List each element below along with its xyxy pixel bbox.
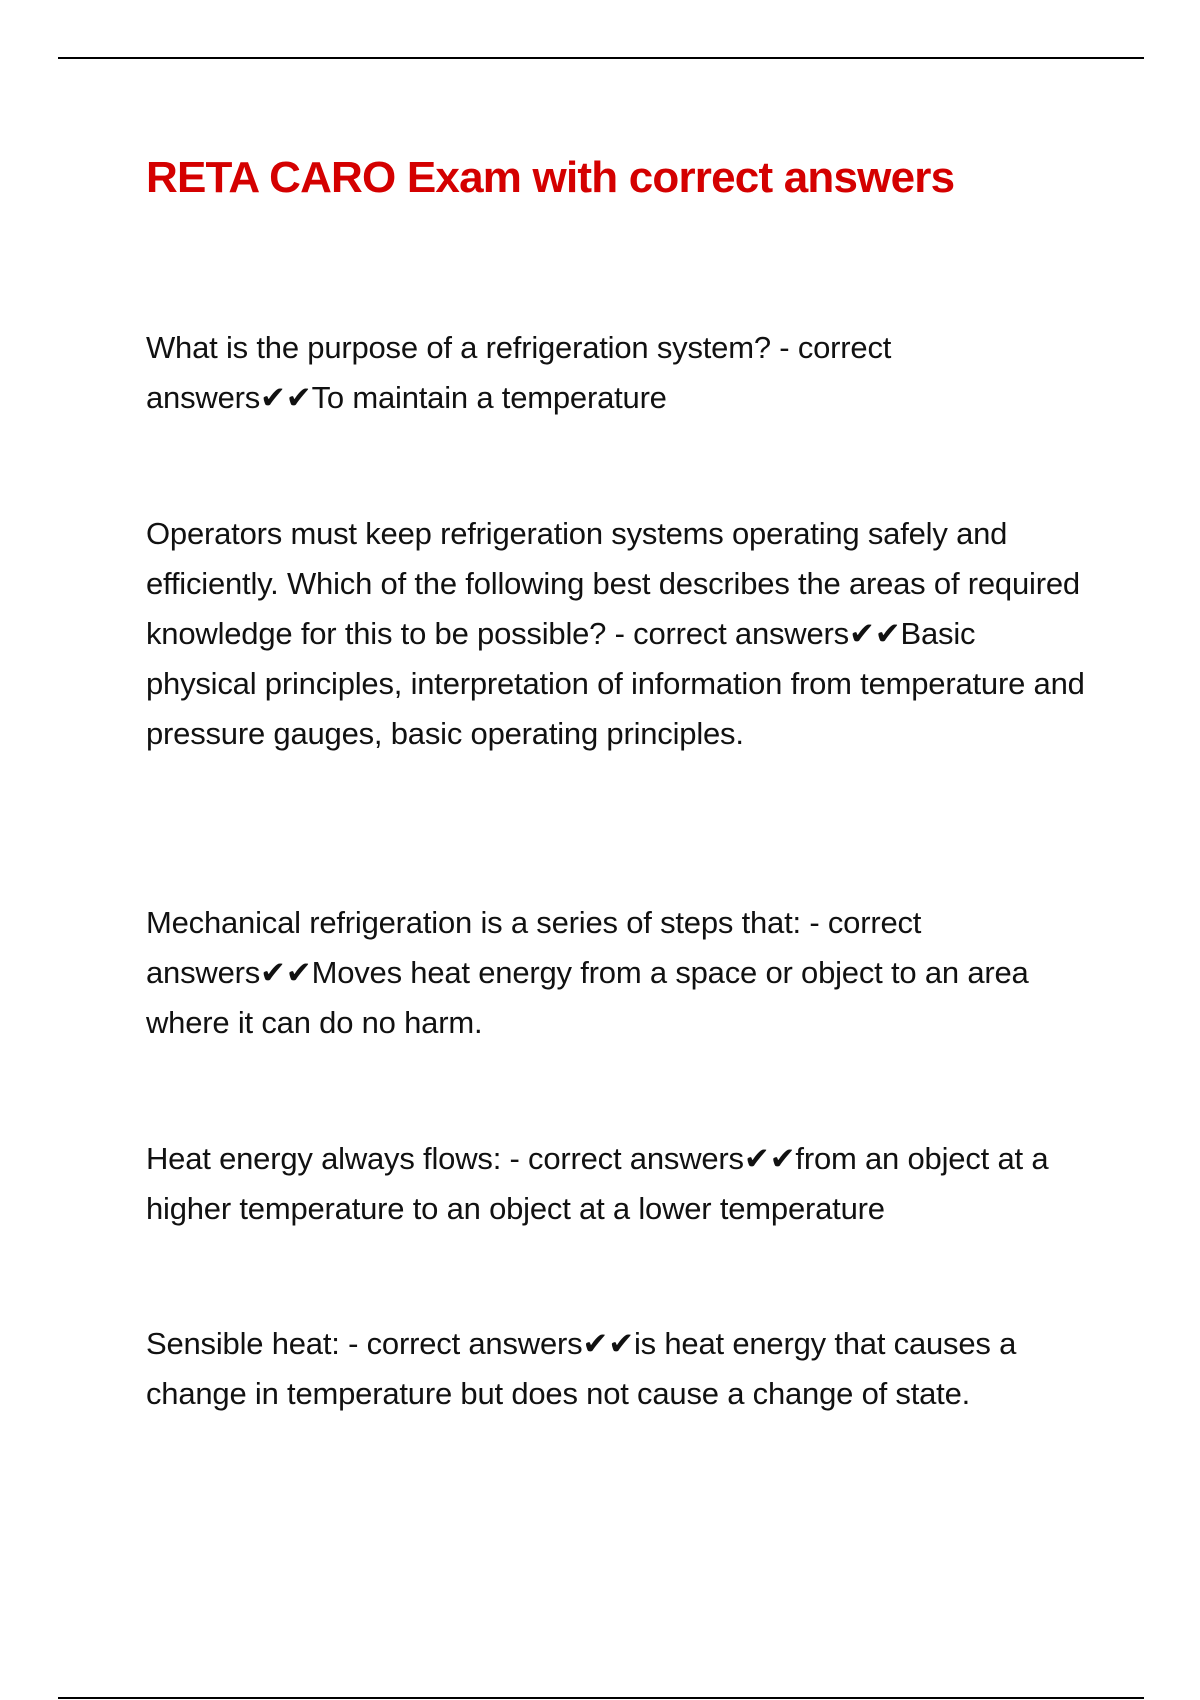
qa-item-3 [146,898,1086,1048]
question-text: Sensible heat: [146,1326,340,1361]
answer-separator: - correct answers✔✔ [606,616,901,651]
answer-text: Basic physical principles, interpretation of information from temperature and pressure gauges, basic operating principles. [146,616,1085,751]
question-text: Mechanical refrigeration is a series of steps that: [146,905,801,940]
answer-text: Moves heat energy from a space or object to an area where it can do no harm. [146,955,1029,1040]
qa-item-5 [146,1319,1086,1419]
question-text: What is the purpose of a refrigeration system? [146,330,771,365]
answer-separator: - correct answers✔✔ [146,330,892,415]
qa-item-4 [146,1134,1086,1234]
answer-separator: - correct answers✔✔ [501,1141,796,1176]
qa-item-1 [146,323,1086,423]
answer-text: To maintain a temperature [311,380,667,415]
document-title: RETA CARO Exam with correct answers [146,153,955,202]
question-text: Heat energy always flows: [146,1141,502,1176]
answer-separator: - correct answers✔✔ [146,905,922,990]
question-text: Operators must keep refrigeration systems operating safely and efficiently. Which of the following best describes the areas of required knowledge for this to be possible? [146,516,1080,651]
answer-separator: - correct answers✔✔ [339,1326,634,1361]
qa-item-2 [146,509,1086,759]
answer-text: from an object at a higher temperature to an object at a lower temperature [146,1141,1049,1226]
header-rule [58,57,1144,59]
answer-text: is heat energy that causes a change in temperature but does not cause a change of state. [146,1326,1017,1411]
footer-rule [58,1697,1144,1699]
